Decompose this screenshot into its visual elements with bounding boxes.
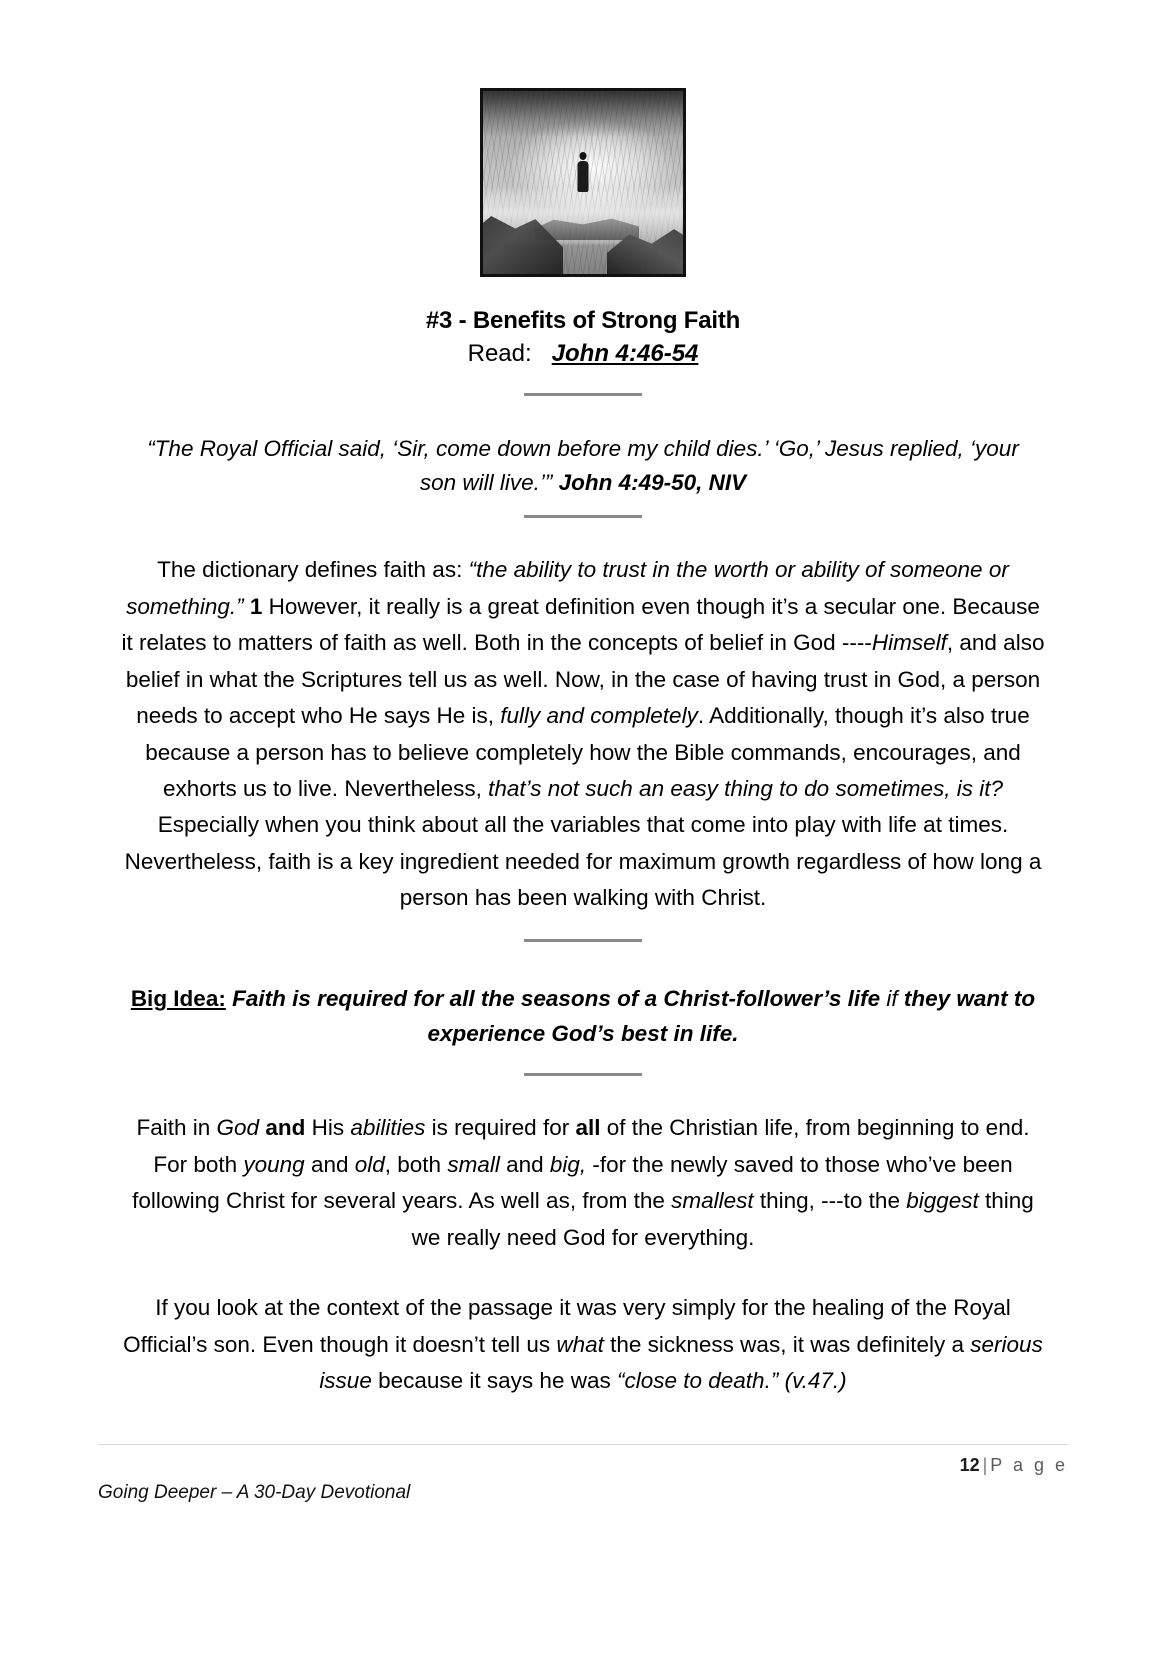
separator-rule-3	[524, 939, 642, 942]
hero-top-shadow	[483, 91, 683, 137]
figure-body	[578, 161, 589, 192]
footer-document-title: Going Deeper – A 30-Day Devotional	[98, 1482, 411, 1503]
p1-emphasis-fully: fully and completely	[500, 703, 698, 729]
scripture-quote-text: “The Royal Official said, ‘Sir, come down before my child dies.’ ‘Go,’ Jesus replied, ‘your son will live.’”	[147, 435, 1019, 496]
devotional-hero-image	[480, 88, 686, 277]
p2-seg-6: is required for	[425, 1115, 576, 1141]
p2-seg-14: and	[499, 1151, 550, 1177]
separator-rule-4	[524, 1073, 642, 1076]
p1-seg-6: , and also belief in what the Scriptures tell us as well. Now, in the case of having trust in God, a person needs to accept who He says He is,	[125, 630, 1045, 729]
p3-seg-3: the sickness was, it was definitely a	[603, 1331, 971, 1357]
p2-seg-10: and	[304, 1151, 355, 1177]
p2-seg-8: of the Christian life, from beginning to end. For both	[153, 1115, 1030, 1177]
p1-definition-quote: “the ability to trust in the worth or ability of someone or something.”	[126, 557, 1009, 619]
p2-emphasis-biggest: biggest	[906, 1188, 979, 1214]
p1-seg-8: . Additionally, though it’s also true because a person has to believe completely how the Bible commands, encourages, and exhorts us to live. Nevertheless,	[145, 703, 1030, 801]
p1-emphasis-question: that’s not such an easy thing to do sometimes, is it?	[488, 775, 1003, 801]
p1-emphasis-himself: Himself	[871, 630, 947, 656]
scripture-citation: John 4:49-50, NIV	[558, 470, 747, 496]
body-paragraph-3	[118, 1290, 1048, 1399]
big-idea-label: Big Idea:	[130, 985, 226, 1011]
p1-footnote-marker: 1	[243, 593, 263, 619]
big-idea-seg-3: they want to experience God’s best in life.	[427, 985, 1036, 1046]
p2-emphasis-god: God	[216, 1115, 260, 1141]
figure-head	[580, 152, 587, 160]
page-content	[118, 0, 1048, 1400]
p2-emphasis-big: big,	[549, 1151, 587, 1177]
p2-seg-4: His	[305, 1115, 351, 1141]
read-reference: John 4:46-54	[551, 340, 699, 368]
body-paragraph-2	[118, 1110, 1048, 1256]
big-idea-block	[118, 982, 1048, 1052]
p2-bold-and: and	[259, 1115, 306, 1141]
separator-rule-1	[524, 393, 642, 396]
page-title: #3 - Benefits of Strong Faith	[425, 307, 741, 334]
p3-emphasis-serious-issue: serious issue	[319, 1331, 1043, 1394]
p3-verse-quote: “close to death.” (v.47.)	[616, 1368, 847, 1394]
big-idea-seg-if: if	[886, 985, 898, 1011]
separator-rule-2	[524, 515, 642, 518]
hero-standing-figure	[577, 152, 590, 192]
p1-seg-1: The dictionary defines faith as:	[157, 557, 469, 583]
p2-emphasis-smallest: smallest	[671, 1188, 754, 1214]
p2-seg-12: , both	[384, 1151, 448, 1177]
p2-emphasis-abilities: abilities	[350, 1115, 426, 1141]
scripture-read-line	[118, 338, 1048, 370]
p2-seg-16: -for the newly saved to those who’ve been following Christ for several years. As well as, from the	[132, 1151, 1013, 1214]
page-footer	[98, 1444, 1068, 1504]
body-paragraph-1	[118, 552, 1048, 916]
p2-emphasis-young: young	[243, 1151, 305, 1177]
p3-seg-1: If you look at the context of the passage it was very simply for the healing of the Royal Official’s son. Even though it doesn’t tell us	[123, 1295, 1011, 1357]
p2-seg-1: Faith in	[136, 1115, 217, 1141]
page-number-separator: |	[982, 1455, 988, 1475]
p2-emphasis-old: old	[354, 1151, 385, 1177]
footer-divider	[98, 1444, 1068, 1445]
big-idea-seg-1: Faith is required for all the seasons of a Christ-follower’s life	[225, 985, 887, 1011]
p2-seg-20: thing we really need God for everything.	[411, 1188, 1034, 1250]
page-number-value: 12	[959, 1455, 980, 1475]
scripture-quote	[118, 432, 1048, 502]
p1-seg-10: Especially when you think about all the variables that come into play with life at times. Nevertheless, faith is a key ingredient needed for maximum growth regardless of how long a person has been walking with Christ.	[124, 812, 1042, 911]
p1-seg-4: However, it really is a great definition even though it’s a secular one. Because it relates to matters of faith as well. Both in the concepts of belief in God ----	[121, 593, 1040, 656]
p2-emphasis-small: small	[447, 1151, 500, 1177]
footer-page-number	[98, 1455, 1068, 1476]
p3-emphasis-what: what	[556, 1331, 604, 1357]
p3-seg-5: because it says he was	[371, 1368, 617, 1394]
read-label: Read:	[467, 340, 532, 368]
hero-image-wrapper	[118, 88, 1048, 277]
page-word-label: P a g e	[990, 1455, 1068, 1475]
p2-seg-18: thing, ---to the	[753, 1188, 907, 1214]
p2-bold-all: all	[575, 1115, 601, 1141]
